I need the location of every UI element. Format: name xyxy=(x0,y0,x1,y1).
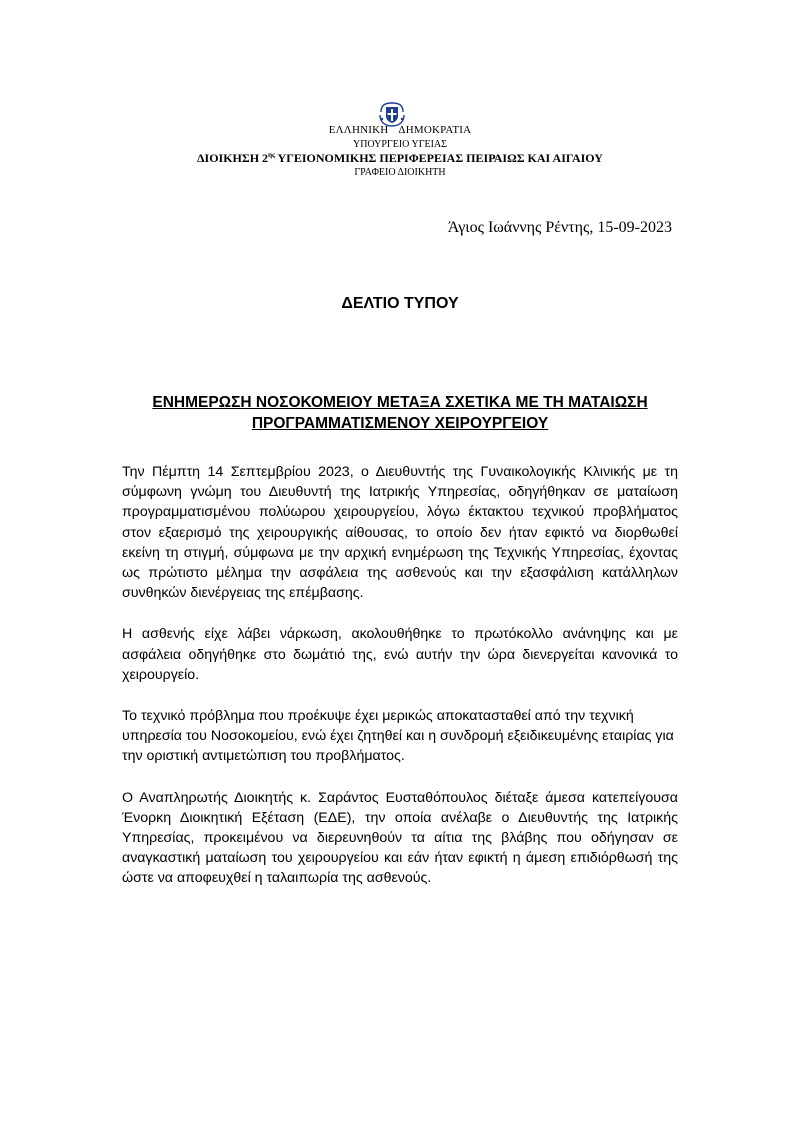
headline-line-2: ΠΡΟΓΡΑΜΜΑΤΙΣΜΕΝΟΥ ΧΕΙΡΟΥΡΓΕΙΟΥ xyxy=(251,415,549,432)
letterhead-republic-right: ΔΗΜΟΚΡΑΤΙΑ xyxy=(398,124,472,136)
body-paragraph-2: Η ασθενής είχε λάβει νάρκωση, ακολουθήθηκε το πρωτόκολλο ανάνηψης και με ασφάλεια οδηγήθηκε στο δωμάτιό της, ενώ αυτήν την ώρα διενεργείται κανονικά το χειρουργείο. xyxy=(122,626,678,683)
letterhead-administration-sup: ης xyxy=(268,151,275,159)
letterhead-republic xyxy=(0,124,800,136)
headline-line-1: ΕΝΗΜΕΡΩΣΗ ΝΟΣΟΚΟΜΕΙΟΥ ΜΕΤΑΞΑ ΣΧΕΤΙΚΑ ΜΕ ΤΗ ΜΑΤΑΙΩΣΗ xyxy=(152,394,648,411)
place-date: Άγιος Ιωάννης Ρέντης, 15-09-2023 xyxy=(447,219,672,236)
letterhead-ministry: ΥΠΟΥΡΓΕΙΟ ΥΓΕΙΑΣ xyxy=(352,139,447,150)
document-title: ΔΕΛΤΙΟ ΤΥΠΟΥ xyxy=(341,295,459,312)
letterhead-republic-left: ΕΛΛΗΝΙΚΗ xyxy=(328,124,389,136)
letterhead-administration-rest: ΥΓΕΙΟΝΟΜΙΚΗΣ ΠΕΡΙΦΕΡΕΙΑΣ ΠΕΙΡΑΙΩΣ ΚΑΙ ΑΙΓΑΙΟΥ xyxy=(275,151,603,165)
letterhead-office: ΓΡΑΦΕΙΟ ΔΙΟΙΚΗΤΗ xyxy=(354,167,446,178)
headline xyxy=(110,392,690,434)
body-paragraph-4: Ο Αναπληρωτής Διοικητής κ. Σαράντος Ευσταθόπουλος διέταξε άμεσα κατεπείγουσα Ένορκη Διοικητική Εξέταση (ΕΔΕ), την οποία ανέλαβε ο Διευθυντής της Ιατρικής Υπηρεσίας, προκειμένου να διερευνηθούν τα αίτια της βλάβης που οδήγησαν σε αναγκαστική ματαίωση του χειρουργείου και εάν ήταν εφικτή η άμεση επιδιόρθωσή της ώστε να αποφευχθεί η ταλαιπωρία της ασθενούς. xyxy=(122,789,678,887)
body-paragraph-1: Την Πέμπτη 14 Σεπτεμβρίου 2023, ο Διευθυντής της Γυναικολογικής Κλινικής με τη σύμφωνη γνώμη του Διευθυντή της Ιατρικής Υπηρεσίας, οδηγήθηκαν σε ματαίωση προγραμματισμένου πολύωρου χειρουργείου, λόγω έκτακτου τεχνικού προβλήματος στον εξαερισμό της χειρουργικής αίθουσας, το οποίο δεν ήταν εφικτό να διορθωθεί εκείνη τη στιγμή, σύμφωνα με την αρχική ενημέρωση της Τεχνικής Υπηρεσίας, έχοντας ως πρώτιστο μέλημα την ασφάλεια της ασθενούς και την εξασφάλιση κατάλληλων συνθηκών διενέργειας της επέμβασης. xyxy=(122,464,678,602)
letterhead-administration-prefix: ΔΙΟΙΚΗΣΗ 2 xyxy=(197,151,269,165)
body-paragraph-3: Το τεχνικό πρόβλημα που προέκυψε έχει μερικώς αποκατασταθεί από την τεχνική υπηρεσία του Νοσοκομείου, ενώ έχει ζητηθεί και η συνδρομή εξειδικευμένης εταιρίας για την οριστική αντιμετώπιση του προβλήματος. xyxy=(122,708,674,765)
body-text xyxy=(122,462,678,910)
letterhead-administration xyxy=(0,151,800,166)
